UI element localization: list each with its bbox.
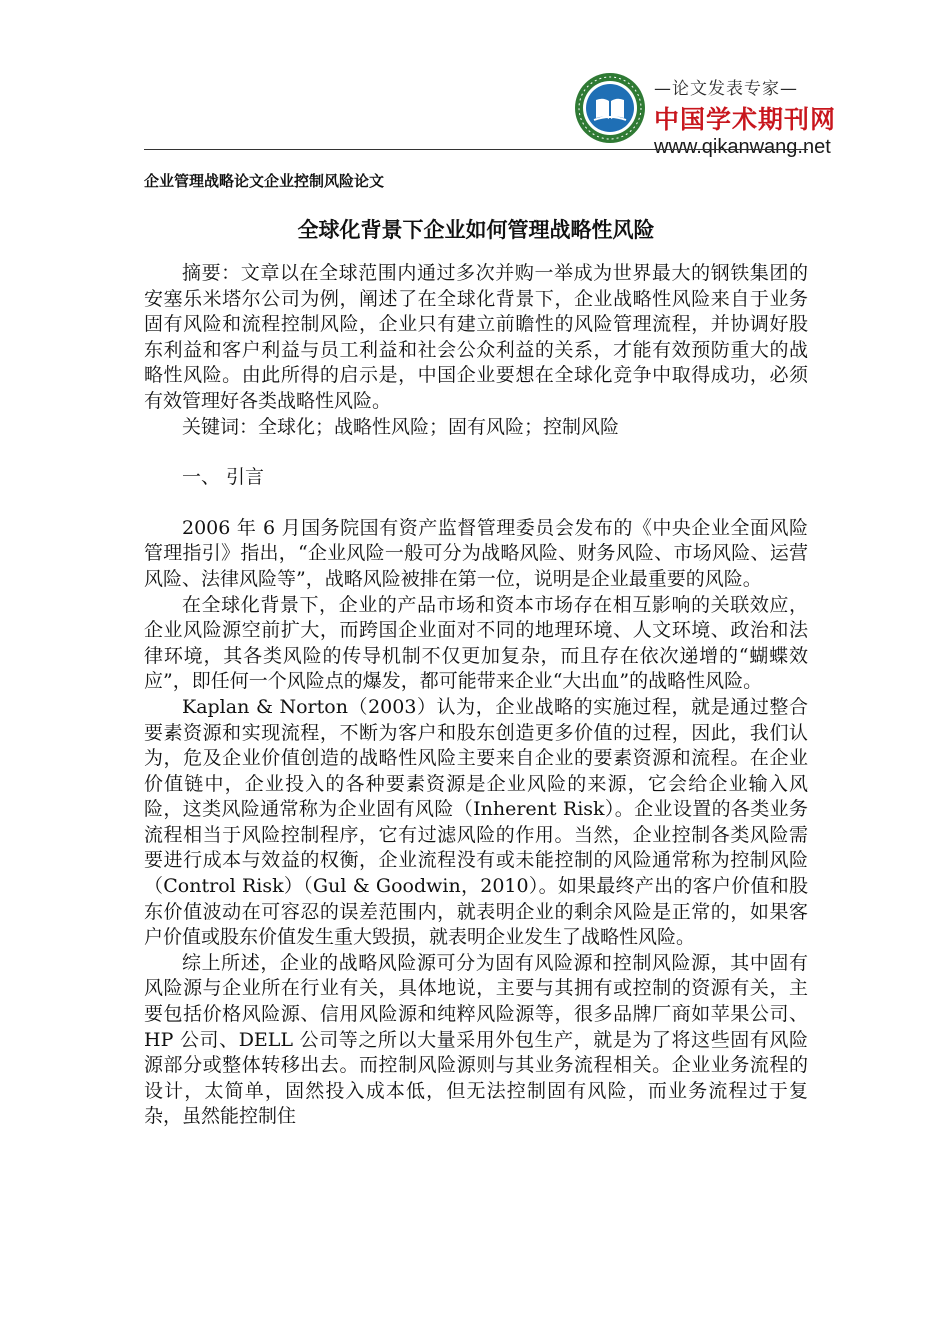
seal-logo-icon <box>574 72 646 144</box>
logo-tagline: —论文发表专家— <box>654 79 798 99</box>
header-divider <box>144 149 808 150</box>
keywords-paragraph: 关键词：全球化；战略性风险；固有风险；控制风险 <box>182 415 620 438</box>
body-paragraph: 综上所述，企业的战略风险源可分为固有风险源和控制风险源，其中固有风险源与企业所在行业有关，具体地说，主要与其拥有或控制的资源有关，主要包括价格风险源、信用风险源和纯粹风险源等，很多品牌厂商如苹果公司、HP 公司、DELL 公司等之所以大量采用外包生产，就是为了将这些固有风险源部分或整体转移出去。而控制风险源则与其业务流程相关。企业业务流程的设计，太简单，固然投入成本低，但无法控制固有风险，而业务流程过于复杂，虽然能控制住 <box>144 951 808 1128</box>
body-paragraph: 2006 年 6 月国务院国有资产监督管理委员会发布的《中央企业全面风险管理指引》指出，“企业风险一般可分为战略风险、财务风险、市场风险、运营风险、法律风险等”，战略风险被排在第一位，说明是企业最重要的风险。 <box>144 516 808 590</box>
logo-url[interactable]: www.qikanwang.net <box>654 136 831 158</box>
document-body <box>144 261 808 1130</box>
section-heading-introduction: 一、 引言 <box>182 466 265 489</box>
site-logo <box>574 68 837 158</box>
document-category: 企业管理战略论文企业控制风险论文 <box>144 172 385 190</box>
body-paragraph: Kaplan & Norton（2003）认为，企业战略的实施过程，就是通过整合要素资源和实现流程，不断为客户和股东创造更多价值的过程，因此，我们认为，危及企业价值创造的战略性风险主要来自企业的要素资源和流程。在企业价值链中，企业投入的各种要素资源是企业风险的来源，它会给企业输入风险，这类风险通常称为企业固有风险（Inherent Risk）。企业设置的各类业务流程相当于风险控制程序，它有过滤风险的作用。当然，企业控制各类风险需要进行成本与效益的权衡，企业流程没有或未能控制的风险通常称为控制风险（Control Risk）（Gul & Goodwin，2010）。如果最终产出的客户价值和股东价值波动在可容忍的误差范围内，就表明企业的剩余风险是正常的，如果客户价值或股东价值发生重大毁损，就表明企业发生了战略性风险。 <box>144 695 808 949</box>
body-paragraph: 在全球化背景下，企业的产品市场和资本市场存在相互影响的关联效应，企业风险源空前扩大，而跨国企业面对不同的地理环境、人文环境、政治和法律环境，其各类风险的传导机制不仅更加复杂，而且存在依次递增的“蝴蝶效应”，即任何一个风险点的爆发，都可能带来企业“大出血”的战略性风险。 <box>144 593 808 693</box>
logo-name: 中国学术期刊网 <box>654 105 837 134</box>
document-title: 全球化背景下企业如何管理战略性风险 <box>297 218 655 242</box>
abstract-paragraph: 摘要：文章以在全球范围内通过多次并购一举成为世界最大的钢铁集团的安塞乐米塔尔公司为例，阐述了在全球化背景下，企业战略性风险来自于业务固有风险和流程控制风险，企业只有建立前瞻性的风险管理流程，并协调好股东利益和客户利益与员工利益和社会公众利益的关系，才能有效预防重大的战略性风险。由此所得的启示是，中国企业要想在全球化竞争中取得成功，必须有效管理好各类战略性风险。 <box>144 262 808 412</box>
